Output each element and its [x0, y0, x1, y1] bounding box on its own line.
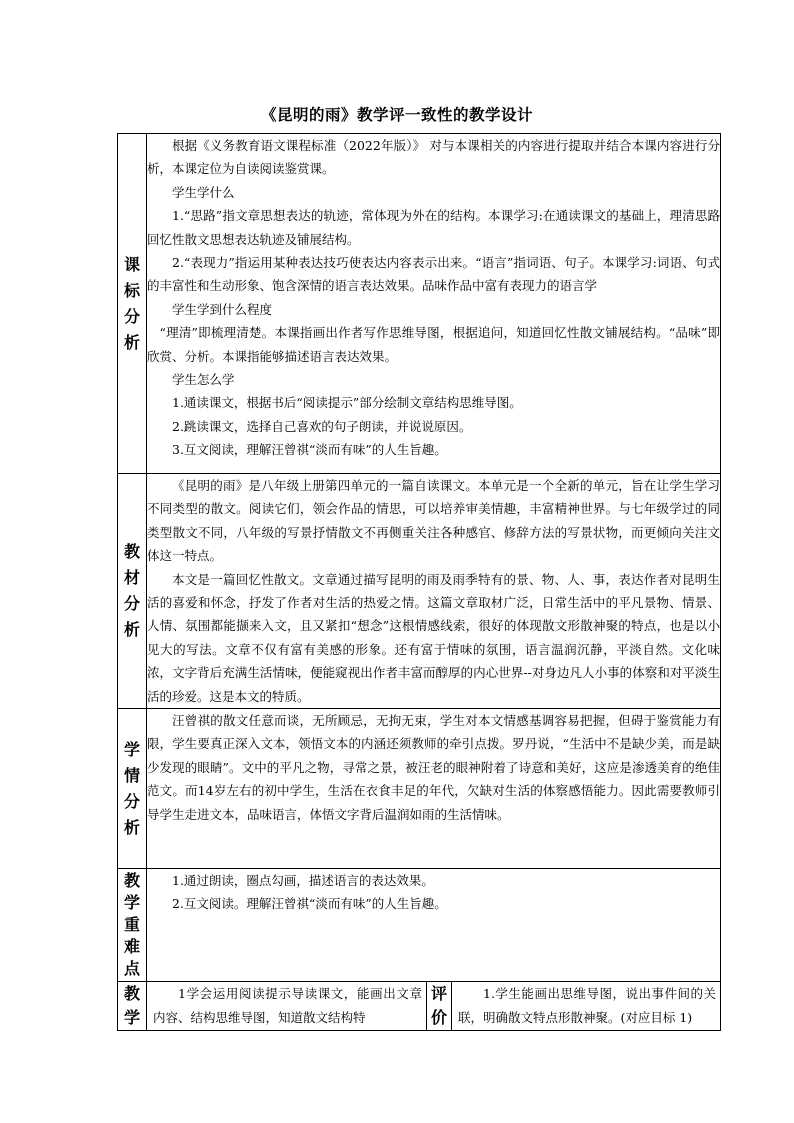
- curriculum-row: [118, 134, 721, 474]
- students-label: 学 情 分 析: [118, 709, 147, 869]
- eval-content: [452, 982, 721, 1031]
- paragraph: 《昆明的雨》是八年级上册第四单元的一篇自读课文。本单元是一个全新的单元，旨在让学生学习不同类型的散文。阅读它们，领会作品的情思，可以培养审美情趣，丰富精神世界。与七年级学过的同类型散文不同，八年级的写景抒情散文不再侧重关注各种感官、修辞方法的写景状物，而更倾向关注文体这一特点。: [147, 478, 720, 564]
- goals-row: [118, 982, 721, 1031]
- paragraph: 1.通读课文，根据书后“阅读提示”部分绘制文章结构思维导图。: [172, 395, 522, 411]
- textbook-row: [118, 474, 721, 709]
- students-content: [147, 709, 721, 869]
- keypoints-label: 教 学 重 难 点: [118, 869, 147, 982]
- paragraph: 本文是一篇回忆性散文。文章通过描写昆明的雨及雨季特有的景、物、人、事，表达作者对昆明生活的喜爱和怀念，抒发了作者对生活的热爱之情。这篇文章取材广泛，日常生活中的平凡景物、情景、人情、氛围都能撷来入文，且又紧扣“想念”这根情感线索，很好的体现散文形散神聚的特点，也是以小见大的写法。文章不仅有富有美感的形象。还有富于情味的氛围，语言温润沉静，平淡自然。文化味浓，文字背后充满生活情味，便能窥视出作者丰富而醇厚的内心世界--对身边凡人小事的体察和对平淡生活的珍爱。这是本文的特质。: [147, 571, 720, 704]
- paragraph: 1学会运用阅读提示导读课文，能画出文章内容、结构思维导图，知道散文结构特: [153, 986, 422, 1026]
- textbook-label: 教 材 分 析: [118, 474, 147, 709]
- keypoints-row: [118, 869, 721, 982]
- curriculum-content: [147, 134, 721, 474]
- textbook-content: [147, 474, 721, 709]
- subheading: 学生学到什么程度: [172, 301, 273, 317]
- goals-content: [147, 982, 427, 1031]
- paragraph: 根据《义务教育语文课程标准（2022年版）》 对与本课相关的内容进行提取并结合本课内容进行分析，本课定位为自读阅读鉴赏课。: [147, 138, 720, 177]
- paragraph: 2.互文阅读。理解汪曾祺“淡而有味”的人生旨趣。: [172, 896, 447, 912]
- curriculum-label: 课 标 分 析: [118, 134, 147, 474]
- lesson-plan-table: [117, 133, 721, 1031]
- paragraph: 1.通过朗读，圈点勾画，描述语言的表达效果。: [172, 873, 434, 889]
- paragraph: “理清”即梳理清楚。本课指画出作者写作思维导图，根据追问，知道回忆性散文铺展结构。“品味”即欣赏、分析。本课指能够描述语言表达效果。: [147, 325, 720, 364]
- paragraph: 汪曾祺的散文任意而谈，无所顾忌，无拘无束，学生对本文情感基调容易把握，但碍于鉴赏能力有限，学生要真正深入文本，领悟文本的内涵还须教师的牵引点拨。罗丹说，“生活中不是缺少美，而是缺少发现的眼睛”。文中的平凡之物，寻常之景，被汪老的眼神附着了诗意和美好，这应是渗透美育的绝佳范文。而14岁左右的初中学生，生活在衣食丰足的年代，欠缺对生活的体察感悟能力。因此需要教师引导学生走进文本，品味语言，体悟文字背后温润如雨的生活情味。: [147, 713, 720, 822]
- keypoints-content: [147, 869, 721, 982]
- paragraph: 1.“思路”指文章思想表达的轨迹，常体现为外在的结构。本课学习:在通读课文的基础上，理清思路回忆性散文思想表达轨迹及铺展结构。: [147, 208, 720, 247]
- students-row: [118, 709, 721, 869]
- paragraph: 1.学生能画出思维导图，说出事件间的关联，明确散文特点形散神聚。(对应目标 1): [458, 986, 716, 1026]
- page-title: 《昆明的雨》教学评一致性的教学设计: [260, 105, 533, 124]
- subheading: 学生学什么: [172, 184, 235, 200]
- eval-label: 评 价: [427, 982, 452, 1031]
- subheading: 学生怎么学: [172, 372, 235, 388]
- goals-label: 教 学: [118, 982, 147, 1031]
- paragraph: 2.跳读课文，选择自己喜欢的句子朗读，并说说原因。: [172, 418, 472, 434]
- paragraph: 2.“表现力”指运用某种表达技巧使表达内容表示出来。“语言”指词语、句子。本课学习:词语、句式的丰富性和生动形象、饱含深情的语言表达效果。品味作品中富有表现力的语言学: [147, 255, 720, 294]
- paragraph: 3.互文阅读，理解汪曾祺“淡而有味”的人生旨趣。: [172, 442, 447, 458]
